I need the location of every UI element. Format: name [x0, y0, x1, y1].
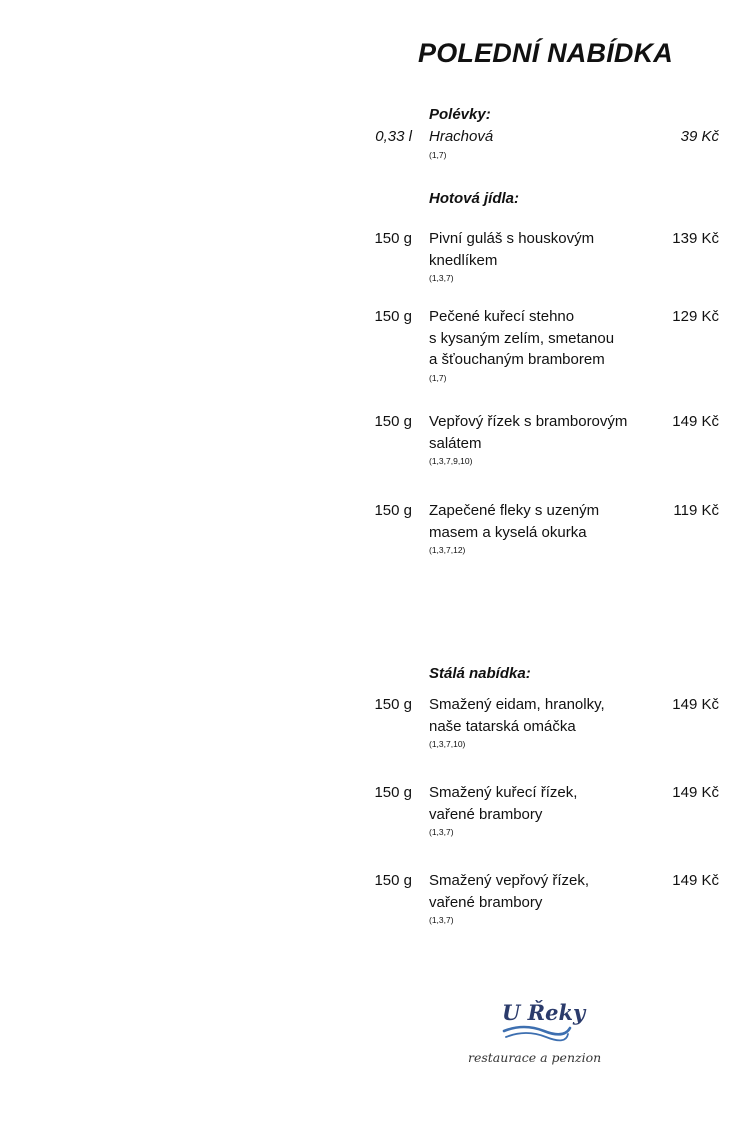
- wave-icon: [504, 1027, 570, 1034]
- item-quantity: 150 g: [374, 502, 412, 519]
- item-price: 149 Kč: [672, 696, 719, 713]
- item-price: 39 Kč: [680, 128, 719, 145]
- item-allergens: (1,3,7,10): [429, 739, 466, 749]
- item-quantity: 0,33 l: [375, 128, 412, 145]
- item-allergens: (1,3,7): [429, 915, 454, 925]
- logo-name: U Řeky: [502, 1000, 586, 1025]
- item-price: 149 Kč: [672, 413, 719, 430]
- logo-graphic: [462, 990, 612, 1070]
- item-price: 119 Kč: [673, 502, 719, 519]
- section-heading-permanent: Stálá nabídka:: [429, 665, 531, 682]
- item-name: Smažený kuřecí řízek, vařené brambory (1,3,7): [429, 782, 654, 838]
- item-quantity: 150 g: [374, 872, 412, 889]
- item-quantity: 150 g: [374, 784, 412, 801]
- item-name: Smažený eidam, hranolky, naše tatarská omáčka (1,3,7,10): [429, 694, 654, 750]
- item-price: 129 Kč: [672, 308, 719, 325]
- item-name: Smažený vepřový řízek, vařené brambory (1,3,7): [429, 870, 654, 926]
- item-name: Pečené kuřecí stehno s kysaným zelím, smetanou a šťouchaným bramborem (1,7): [429, 306, 654, 384]
- item-quantity: 150 g: [374, 696, 412, 713]
- item-quantity: 150 g: [374, 230, 412, 247]
- item-price: 139 Kč: [672, 230, 719, 247]
- section-heading-soups: Polévky:: [429, 106, 491, 123]
- item-allergens: (1,7): [429, 372, 447, 383]
- item-allergens: (1,7): [429, 149, 447, 160]
- item-allergens: (1,3,7,9,10): [429, 456, 473, 466]
- restaurant-logo: [462, 990, 612, 1070]
- page-title: POLEDNÍ NABÍDKA: [418, 38, 674, 68]
- item-allergens: (1,3,7): [429, 273, 454, 283]
- item-quantity: 150 g: [374, 308, 412, 325]
- item-name: Hrachová (1,7): [429, 126, 654, 161]
- item-allergens: (1,3,7): [429, 827, 454, 837]
- item-name: Pivní guláš s houskovým knedlíkem (1,3,7): [429, 228, 654, 284]
- logo-tagline: restaurace a penzion: [468, 1050, 602, 1065]
- item-price: 149 Kč: [672, 784, 719, 801]
- item-quantity: 150 g: [374, 413, 412, 430]
- item-allergens: (1,3,7,12): [429, 545, 466, 555]
- section-heading-mains: Hotová jídla:: [429, 190, 520, 207]
- item-price: 149 Kč: [672, 872, 719, 889]
- item-name: Vepřový řízek s bramborovým salátem (1,3,7,9,10): [429, 411, 654, 467]
- item-name: Zapečené fleky s uzeným masem a kyselá okurka (1,3,7,12): [429, 500, 654, 556]
